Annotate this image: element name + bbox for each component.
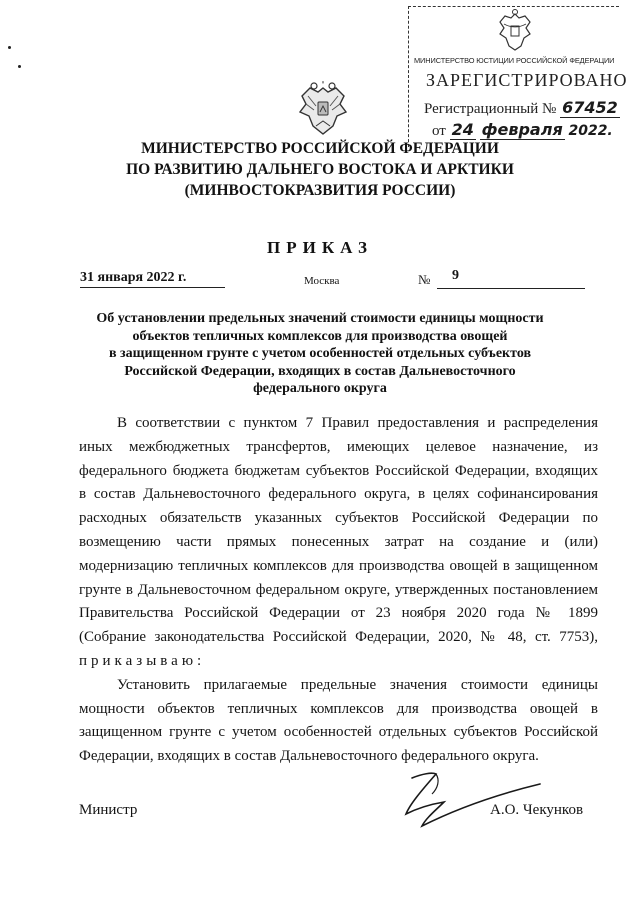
- body-line: (Собрание законодательства Российской Федерации, 2020, № 48, ст. 7753),: [79, 629, 598, 646]
- stamp-date: [432, 120, 613, 140]
- signer-name: А.О. Чекунков: [490, 802, 584, 818]
- stamp-date-month: февраля: [481, 120, 563, 139]
- ministry-line: ПО РАЗВИТИЮ ДАЛЬНЕГО ВОСТОКА И АРКТИКИ: [126, 161, 514, 178]
- subject-line: федерального округа: [253, 381, 387, 396]
- order-body: [79, 412, 598, 769]
- ministry-heading: [80, 138, 560, 201]
- body-line: грунте в Дальневосточном федеральном округе, утвержденных постановлением: [79, 581, 598, 598]
- margin-mark: [8, 46, 11, 49]
- order-date: 31 января 2022 г.: [80, 270, 225, 288]
- body-line: модернизацию тепличных комплексов для производства овощей в защищенном: [79, 557, 598, 574]
- stamp-ministry-line: МИНИСТЕРСТВО ЮСТИЦИИ РОССИЙСКОЙ ФЕДЕРАЦИИ: [414, 56, 615, 65]
- body-line: В соответствии с пунктом 7 Правил предоставления и распределения: [117, 415, 598, 431]
- subject-line: в защищенном грунте с учетом особенностей отдельных субъектов: [108, 346, 532, 361]
- order-number-sign: №: [418, 272, 431, 287]
- stamp-reg-number-value: 67452: [562, 98, 618, 117]
- body-line: возмещению части прямых понесенных затрат на создание и (или): [79, 533, 598, 550]
- subject-line: объектов тепличных комплексов для производства овощей: [132, 328, 508, 344]
- signer-title: Министр: [79, 802, 138, 818]
- body-line: федерального бюджета бюджетам субъектов Российской Федерации, входящих: [79, 462, 598, 479]
- handwritten-signature: [392, 760, 542, 840]
- ministry-line: (МИНВОСТОКРАЗВИТИЯ РОССИИ): [184, 182, 456, 199]
- subject-line: Российской Федерации, входящих в состав Дальневосточного: [124, 363, 516, 379]
- order-subject: [70, 310, 570, 398]
- body-line: Установить прилагаемые предельные значения стоимости единицы: [117, 676, 598, 693]
- margin-mark: [18, 65, 21, 68]
- subject-line: Об установлении предельных значений стоимости единицы мощности: [96, 311, 544, 326]
- body-line: иных межбюджетных трансфертов, имеющих целевое назначение, из: [79, 438, 598, 455]
- order-number-underline: [437, 288, 585, 289]
- body-line: мощности объектов тепличных комплексов для производства овощей в: [79, 700, 598, 717]
- stamp-registered-label: ЗАРЕГИСТРИРОВАНО: [426, 70, 628, 90]
- stamp-date-prefix: от: [432, 123, 446, 139]
- stamp-reg-number-label: Регистрационный №: [424, 101, 557, 117]
- document-type-title: ПРИКАЗ: [267, 238, 373, 257]
- order-city: Москва: [304, 275, 340, 287]
- stamp-date-year: 2022.: [568, 123, 613, 139]
- body-line: в состав Дальневосточного федерального округа, в целях софинансирования: [79, 486, 598, 503]
- body-line: Правительства Российской Федерации от 23 ноября 2020 года № 1899: [79, 605, 598, 622]
- stamp-coat-of-arms-icon: [494, 8, 536, 52]
- stamp-reg-number: [424, 98, 620, 118]
- body-line: защищенном грунте с учетом особенностей отдельных субъектов Российской: [79, 724, 598, 741]
- body-line: Федерации, входящих в состав Дальневосточного федерального округа.: [79, 748, 539, 765]
- order-word: приказываю:: [79, 652, 206, 669]
- order-number: 9: [452, 268, 459, 283]
- body-line: расходных обязательств указанных субъектов Российской Федерации по: [79, 510, 598, 527]
- ministry-line: МИНИСТЕРСТВО РОССИЙСКОЙ ФЕДЕРАЦИИ: [141, 140, 499, 157]
- stamp-date-day: 24: [451, 120, 474, 139]
- coat-of-arms-icon: [294, 76, 352, 138]
